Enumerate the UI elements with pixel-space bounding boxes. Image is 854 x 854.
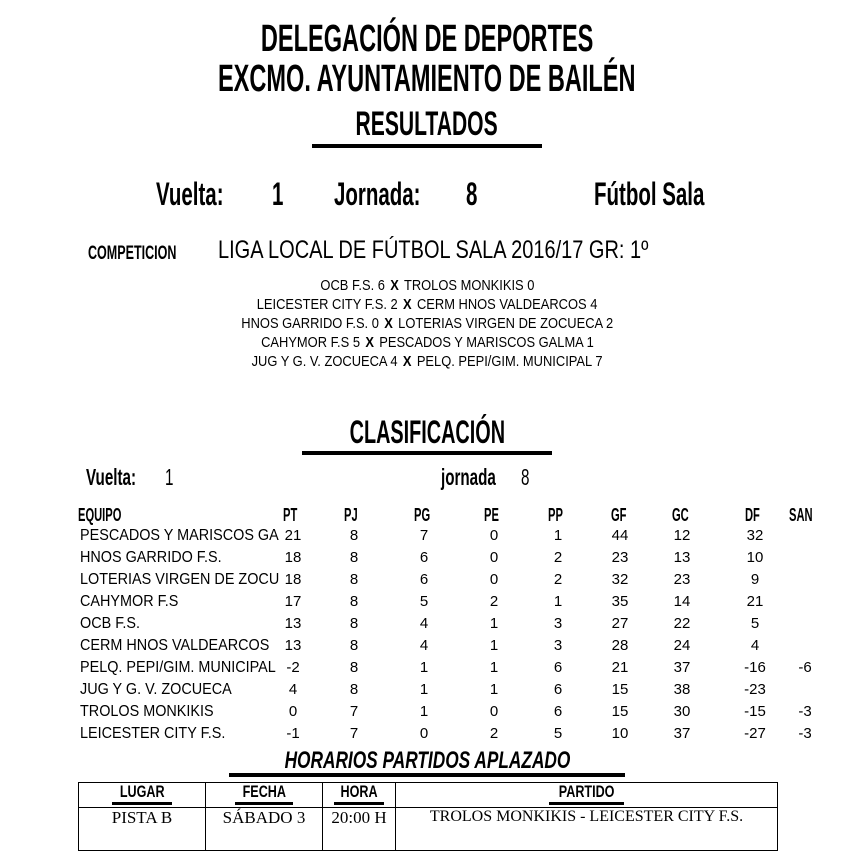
standings-cell-pt: 21: [284, 527, 302, 544]
standings-cell-pp: 2: [553, 571, 563, 588]
standings-cell-gc: 23: [673, 571, 691, 588]
match-away-score: 1: [586, 334, 594, 351]
standings-cell-df: -15: [744, 703, 766, 720]
standings-cell-gf: 44: [611, 527, 629, 544]
column-header-pj: PJ: [344, 505, 358, 525]
standings-cell-pg: 6: [419, 549, 429, 566]
match-away-score: 4: [590, 296, 598, 313]
standings-team-name: OCB F.S.: [80, 615, 141, 632]
org-title-line1-text: DELEGACIÓN DE DEPORTES: [260, 18, 594, 60]
match-away: TROLOS MONKIKIS: [403, 277, 524, 294]
column-header-san: SAN: [789, 505, 813, 525]
standings-cell-df: -27: [744, 725, 766, 742]
column-header-equipo: EQUIPO: [78, 505, 122, 525]
standings-heading: [0, 416, 854, 455]
standings-cell-pe: 1: [489, 615, 499, 632]
standings-team-name: LOTERIAS VIRGEN DE ZOCU: [80, 571, 280, 588]
postponed-heading: [0, 748, 854, 777]
standings-cell-pe: 2: [489, 593, 499, 610]
standings-cell-gc: 37: [673, 659, 691, 676]
column-header-gc: GC: [672, 505, 689, 525]
match-away: PELQ. PEPI/GIM. MUNICIPAL: [416, 353, 592, 370]
match-separator: X: [402, 353, 412, 370]
postponed-column-header-fecha: FECHA: [206, 783, 323, 808]
standings-team-name: PESCADOS Y MARISCOS GA: [80, 527, 279, 544]
standings-vuelta-label: Vuelta:: [86, 464, 137, 490]
standings-cell-pg: 1: [419, 659, 429, 676]
standings-cell-df: 10: [746, 549, 764, 566]
postponed-column-header-partido: PARTIDO: [396, 783, 778, 808]
standings-cell-pt: 17: [284, 593, 302, 610]
standings-cell-pg: 1: [419, 703, 429, 720]
standings-jornada-label: jornada: [441, 464, 496, 490]
standings-cell-pg: 7: [419, 527, 429, 544]
vuelta-label: Vuelta:: [156, 176, 224, 212]
standings-cell-pe: 1: [489, 659, 499, 676]
postponed-column-header-hora: HORA: [323, 783, 396, 808]
standings-vuelta-value: 1: [165, 464, 174, 490]
standings-cell-df: 21: [746, 593, 764, 610]
postponed-row: [79, 808, 778, 851]
standings-cell-pg: 4: [419, 615, 429, 632]
standings-cell-pj: 8: [349, 527, 359, 544]
match-home-score: 4: [390, 353, 398, 370]
vuelta-value: 1: [272, 176, 284, 212]
standings-cell-df: 32: [746, 527, 764, 544]
standings-row: [0, 659, 854, 681]
org-title-line2-text: EXCMO. AYUNTAMIENTO DE BAILÉN: [218, 58, 636, 100]
jornada-label: Jornada:: [334, 176, 421, 212]
standings-cell-pt: 4: [288, 681, 298, 698]
postponed-heading-box: [229, 748, 626, 777]
standings-cell-pp: 3: [553, 637, 563, 654]
standings-cell-pt: -1: [286, 725, 300, 742]
standings-cell-pe: 0: [489, 549, 499, 566]
sport-name: Fútbol Sala: [594, 176, 705, 212]
match-home: OCB F.S.: [319, 277, 374, 294]
standings-cell-df: -16: [744, 659, 766, 676]
match-away: PESCADOS Y MARISCOS GALMA: [378, 334, 583, 351]
standings-cell-pe: 1: [489, 637, 499, 654]
match-away: LOTERIAS VIRGEN DE ZOCUECA: [397, 315, 603, 332]
standings-cell-gf: 15: [611, 703, 629, 720]
match-result: [0, 352, 854, 371]
match-home: HNOS GARRIDO F.S.: [241, 315, 368, 332]
match-home-score: 5: [352, 334, 360, 351]
standings-cell-pg: 0: [419, 725, 429, 742]
standings-header-row: [0, 505, 854, 527]
standings-cell-df: 5: [750, 615, 760, 632]
standings-cell-pg: 1: [419, 681, 429, 698]
standings-cell-gc: 38: [673, 681, 691, 698]
standings-cell-pe: 0: [489, 571, 499, 588]
standings-cell-gc: 37: [673, 725, 691, 742]
match-away-score: 0: [526, 277, 535, 294]
standings-cell-pp: 1: [553, 527, 563, 544]
standings-cell-pj: 8: [349, 549, 359, 566]
standings-cell-gf: 32: [611, 571, 629, 588]
standings-cell-pj: 7: [349, 703, 359, 720]
standings-cell-df: -23: [744, 681, 766, 698]
standings-jornada-value: 8: [521, 464, 530, 490]
postponed-cell-lugar: PISTA B: [79, 808, 206, 851]
standings-table: [0, 505, 854, 747]
standings-cell-pj: 8: [349, 637, 359, 654]
standings-cell-pj: 8: [349, 593, 359, 610]
standings-row: [0, 571, 854, 593]
standings-cell-pp: 6: [553, 681, 563, 698]
standings-cell-pj: 8: [349, 681, 359, 698]
standings-cell-pj: 8: [349, 659, 359, 676]
standings-cell-pj: 7: [349, 725, 359, 742]
column-header-pg: PG: [414, 505, 431, 525]
match-home-score: 6: [377, 277, 385, 294]
standings-row: [0, 725, 854, 747]
match-separator: X: [389, 277, 399, 294]
standings-cell-gf: 23: [611, 549, 629, 566]
postponed-header-row: [79, 783, 778, 808]
match-home: JUG Y G. V. ZOCUECA: [251, 353, 387, 370]
column-header-df: DF: [745, 505, 760, 525]
standings-cell-df: 4: [750, 637, 760, 654]
standings-row: [0, 593, 854, 615]
standings-cell-pp: 3: [553, 615, 563, 632]
org-title-line1: [0, 18, 854, 61]
results-heading: [0, 107, 854, 148]
standings-cell-gc: 14: [673, 593, 691, 610]
standings-cell-gc: 24: [673, 637, 691, 654]
standings-cell-san: -6: [798, 659, 812, 676]
standings-team-name: CAHYMOR F.S: [80, 593, 179, 610]
standings-cell-pp: 1: [553, 593, 563, 610]
column-header-pt: PT: [283, 505, 298, 525]
standings-cell-pp: 6: [553, 703, 563, 720]
standings-team-name: HNOS GARRIDO F.S.: [80, 549, 222, 566]
match-home-score: 0: [371, 315, 379, 332]
standings-row: [0, 703, 854, 725]
match-home: LEICESTER CITY F.S.: [256, 296, 387, 313]
match-result: [0, 333, 854, 352]
match-home: CAHYMOR F.S: [260, 334, 349, 351]
standings-cell-pe: 0: [489, 527, 499, 544]
standings-cell-pt: 13: [284, 615, 302, 632]
standings-cell-pe: 1: [489, 681, 499, 698]
standings-cell-pt: 18: [284, 571, 302, 588]
standings-heading-text: CLASIFICACIÓN: [349, 414, 505, 450]
standings-row: [0, 615, 854, 637]
standings-cell-pt: 0: [288, 703, 298, 720]
standings-cell-gc: 22: [673, 615, 691, 632]
standings-row: [0, 549, 854, 571]
standings-cell-pt: -2: [286, 659, 300, 676]
standings-cell-gf: 15: [611, 681, 629, 698]
standings-cell-san: -3: [798, 703, 812, 720]
standings-heading-box: [302, 416, 553, 455]
standings-team-name: CERM HNOS VALDEARCOS: [80, 637, 270, 654]
postponed-cell-partido: TROLOS MONKIKIS - LEICESTER CITY F.S.: [396, 808, 778, 851]
standings-meta-row: [0, 464, 854, 494]
competition-label: COMPETICION: [88, 243, 177, 264]
standings-cell-pe: 0: [489, 703, 499, 720]
column-header-pe: PE: [484, 505, 499, 525]
match-results-list: [0, 276, 854, 371]
standings-cell-pt: 13: [284, 637, 302, 654]
standings-cell-gf: 10: [611, 725, 629, 742]
standings-team-name: LEICESTER CITY F.S.: [80, 725, 226, 742]
match-result: [0, 314, 854, 333]
postponed-cell-fecha: SÁBADO 3: [206, 808, 323, 851]
standings-cell-pj: 8: [349, 571, 359, 588]
standings-cell-pp: 2: [553, 549, 563, 566]
match-away: CERM HNOS VALDEARCOS: [416, 296, 587, 313]
match-separator: X: [383, 315, 393, 332]
competition-value: LIGA LOCAL DE FÚTBOL SALA 2016/17 GR: 1º: [218, 236, 649, 264]
standings-cell-pt: 18: [284, 549, 302, 566]
match-home-score: 2: [390, 296, 398, 313]
postponed-heading-text: HORARIOS PARTIDOS APLAZADO: [284, 747, 570, 774]
standings-cell-df: 9: [750, 571, 760, 588]
standings-team-name: TROLOS MONKIKIS: [80, 703, 214, 720]
match-away-score: 7: [595, 353, 603, 370]
standings-cell-gc: 13: [673, 549, 691, 566]
standings-row: [0, 527, 854, 549]
standings-body: [0, 527, 854, 747]
results-heading-text: RESULTADOS: [355, 105, 499, 143]
postponed-matches-table: [78, 782, 778, 851]
postponed-cell-hora: 20:00 H: [323, 808, 396, 851]
standings-cell-gc: 30: [673, 703, 691, 720]
standings-cell-gf: 27: [611, 615, 629, 632]
standings-cell-gc: 12: [673, 527, 691, 544]
standings-cell-pg: 5: [419, 593, 429, 610]
standings-cell-pg: 6: [419, 571, 429, 588]
column-header-gf: GF: [611, 505, 627, 525]
standings-cell-gf: 35: [611, 593, 629, 610]
match-away-score: 2: [605, 315, 613, 332]
match-result: [0, 295, 854, 314]
postponed-column-header-lugar: LUGAR: [79, 783, 206, 808]
standings-team-name: JUG Y G. V. ZOCUECA: [80, 681, 232, 698]
standings-cell-pe: 2: [489, 725, 499, 742]
match-separator: X: [402, 296, 412, 313]
standings-cell-pj: 8: [349, 615, 359, 632]
standings-cell-san: -3: [798, 725, 812, 742]
match-separator: X: [364, 334, 374, 351]
standings-cell-gf: 21: [611, 659, 629, 676]
column-header-pp: PP: [548, 505, 563, 525]
standings-team-name: PELQ. PEPI/GIM. MUNICIPAL: [80, 659, 276, 676]
meta-row: [0, 176, 854, 212]
standings-row: [0, 637, 854, 659]
results-heading-box: [312, 107, 541, 148]
match-result: [0, 276, 854, 295]
standings-cell-pp: 5: [553, 725, 563, 742]
standings-cell-pp: 6: [553, 659, 563, 676]
standings-cell-pg: 4: [419, 637, 429, 654]
org-title-line2: [0, 58, 854, 101]
jornada-value: 8: [466, 176, 478, 212]
standings-cell-gf: 28: [611, 637, 629, 654]
standings-row: [0, 681, 854, 703]
